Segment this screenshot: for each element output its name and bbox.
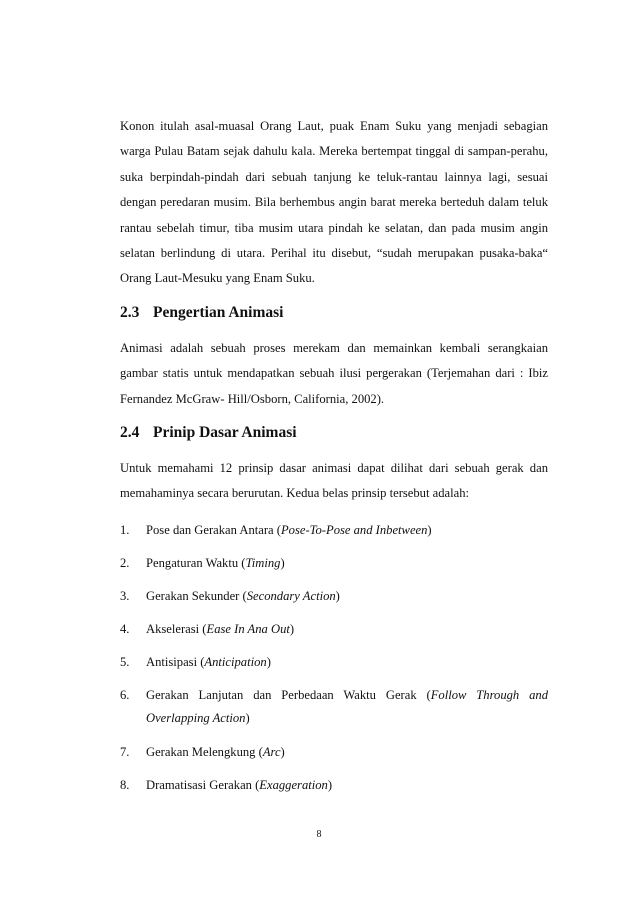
list-item <box>120 585 548 607</box>
intro-paragraph: Konon itulah asal-muasal Orang Laut, puak Enam Suku yang menjadi sebagian warga Pulau Batam sejak dahulu kala. Mereka bertempat tinggal di sampan-perahu, suka berpindah-pindah dari sebuah tanjung ke teluk-rantau lainnya lagi, sesuai dengan peredaran musim. Bila berhembus angin barat mereka berteduh dalam teluk rantau sebelah timur, tiba musim utara pindah ke selatan, dan pada musim angin selatan berlindung di utara. Perihal itu disebut, “sudah merupakan pusaka-baka“ Orang Laut-Mesuku yang Enam Suku. <box>120 119 548 286</box>
list-item-number: 7. <box>120 744 130 759</box>
list-item-text: Pose dan Gerakan Antara (Pose-To-Pose and Inbetween) <box>146 522 432 537</box>
list-item-text: Akselerasi (Ease In Ana Out) <box>146 621 295 636</box>
list-item-number: 8. <box>120 777 130 792</box>
list-item-number: 5. <box>120 654 130 669</box>
list-item <box>120 684 548 730</box>
section-heading-2-3 <box>120 302 548 324</box>
section-heading-2-4 <box>120 422 548 444</box>
list-item <box>120 552 548 574</box>
section-title: Prinip Dasar Animasi <box>153 424 297 442</box>
list-item-text: Dramatisasi Gerakan (Exaggeration) <box>146 777 333 792</box>
list-item-text: Pengaturan Waktu (Timing) <box>146 555 285 570</box>
section-number: 2.3 <box>120 303 140 321</box>
list-item-number: 3. <box>120 588 130 603</box>
list-item-number: 1. <box>120 522 130 537</box>
principles-list <box>120 519 548 796</box>
section-number: 2.4 <box>120 424 140 442</box>
section-2-3-paragraph: Animasi adalah sebuah proses merekam dan memainkan kembali serangkaian gambar statis untuk mendapatkan sebuah ilusi pergerakan (Terjemahan dari : Ibiz Fernandez McGraw- Hill/Osborn, California, 2002). <box>120 340 548 406</box>
page-number: 8 <box>316 829 322 840</box>
list-item-text: Gerakan Melengkung (Arc) <box>146 744 285 759</box>
section-2-4-paragraph: Untuk memahami 12 prinsip dasar animasi dapat dilihat dari sebuah gerak dan memahaminya secara berurutan. Kedua belas prinsip tersebut adalah: <box>120 461 548 501</box>
list-item <box>120 519 548 541</box>
document-page <box>120 114 548 807</box>
list-item <box>120 651 548 673</box>
list-item-number: 2. <box>120 555 130 570</box>
list-item-text: Gerakan Lanjutan dan Perbedaan Waktu Gerak (Follow Through and Overlapping Action) <box>146 687 548 725</box>
list-item <box>120 774 548 796</box>
list-item <box>120 618 548 640</box>
list-item-number: 6. <box>120 687 130 702</box>
list-item <box>120 741 548 763</box>
list-item-text: Antisipasi (Anticipation) <box>146 654 271 669</box>
section-title: Pengertian Animasi <box>153 303 284 321</box>
list-item-number: 4. <box>120 621 130 636</box>
list-item-text: Gerakan Sekunder (Secondary Action) <box>146 588 340 603</box>
